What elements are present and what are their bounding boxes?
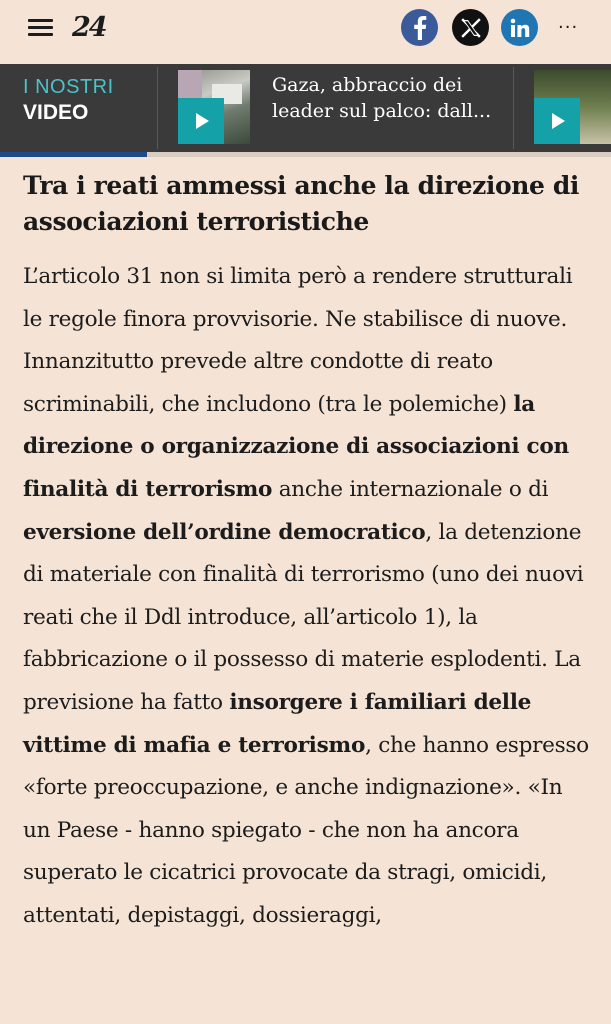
video-label-line2: VIDEO	[23, 101, 89, 124]
bold-text: la direzione o organizzazione di associazioni con finalità di terrorismo	[23, 391, 569, 502]
play-icon[interactable]	[534, 98, 580, 144]
top-header	[0, 0, 611, 64]
body-text: anche internazionale o di	[272, 476, 549, 502]
body-text: , la detenzione di materiale con finalità di terrorismo (uno dei nuovi reati che il Ddl introduce, all’articolo 1), la fabbricazione o il possesso di materie esplodenti. La previsione ha fatto	[23, 519, 584, 715]
more-options-icon[interactable]: ···	[558, 17, 579, 38]
video-label-line1: I NOSTRI	[23, 76, 114, 98]
play-icon[interactable]	[178, 98, 224, 144]
x-icon	[461, 18, 481, 38]
video-strip	[0, 64, 611, 152]
reading-progress-fill	[0, 152, 147, 157]
body-text: L’articolo 31 non si limita però a rendere strutturali le regole finora provvisorie. Ne stabilisce di nuove. Innanzitutto prevede altre condotte di reato scriminabili, che includono (tra le polemiche)	[23, 264, 573, 417]
bold-text: eversione dell’ordine democratico	[23, 519, 426, 545]
linkedin-icon	[510, 18, 530, 38]
article-content	[23, 168, 593, 938]
reading-progress-bar	[0, 152, 611, 157]
video-section-label[interactable]	[23, 74, 114, 126]
divider	[157, 67, 158, 149]
video-title-link[interactable]: Gaza, abbraccio dei leader sul palco: dall...	[272, 74, 492, 122]
facebook-share-button[interactable]	[401, 9, 438, 46]
article-paragraph	[23, 256, 593, 938]
x-share-button[interactable]	[452, 9, 489, 46]
article-subheading: Tra i reati ammessi anche la direzione di associazioni terroristiche	[23, 171, 580, 236]
video-thumbnail-next[interactable]	[534, 70, 611, 144]
menu-icon[interactable]	[28, 18, 53, 38]
video-thumbnail[interactable]	[178, 70, 250, 144]
linkedin-share-button[interactable]	[501, 9, 538, 46]
logo[interactable]: 24	[72, 12, 106, 43]
body-text: , che hanno espresso «forte preoccupazione, e anche indignazione». «In un Paese - hanno spiegato - che non ha ancora superato le cicatrici provocate da stragi, omicidi, attentati, depistaggi, dossieraggi,	[23, 732, 589, 928]
divider	[513, 67, 514, 149]
bold-text: insorgere i familiari delle vittime di mafia e terrorismo	[23, 689, 532, 758]
facebook-icon	[413, 16, 427, 40]
